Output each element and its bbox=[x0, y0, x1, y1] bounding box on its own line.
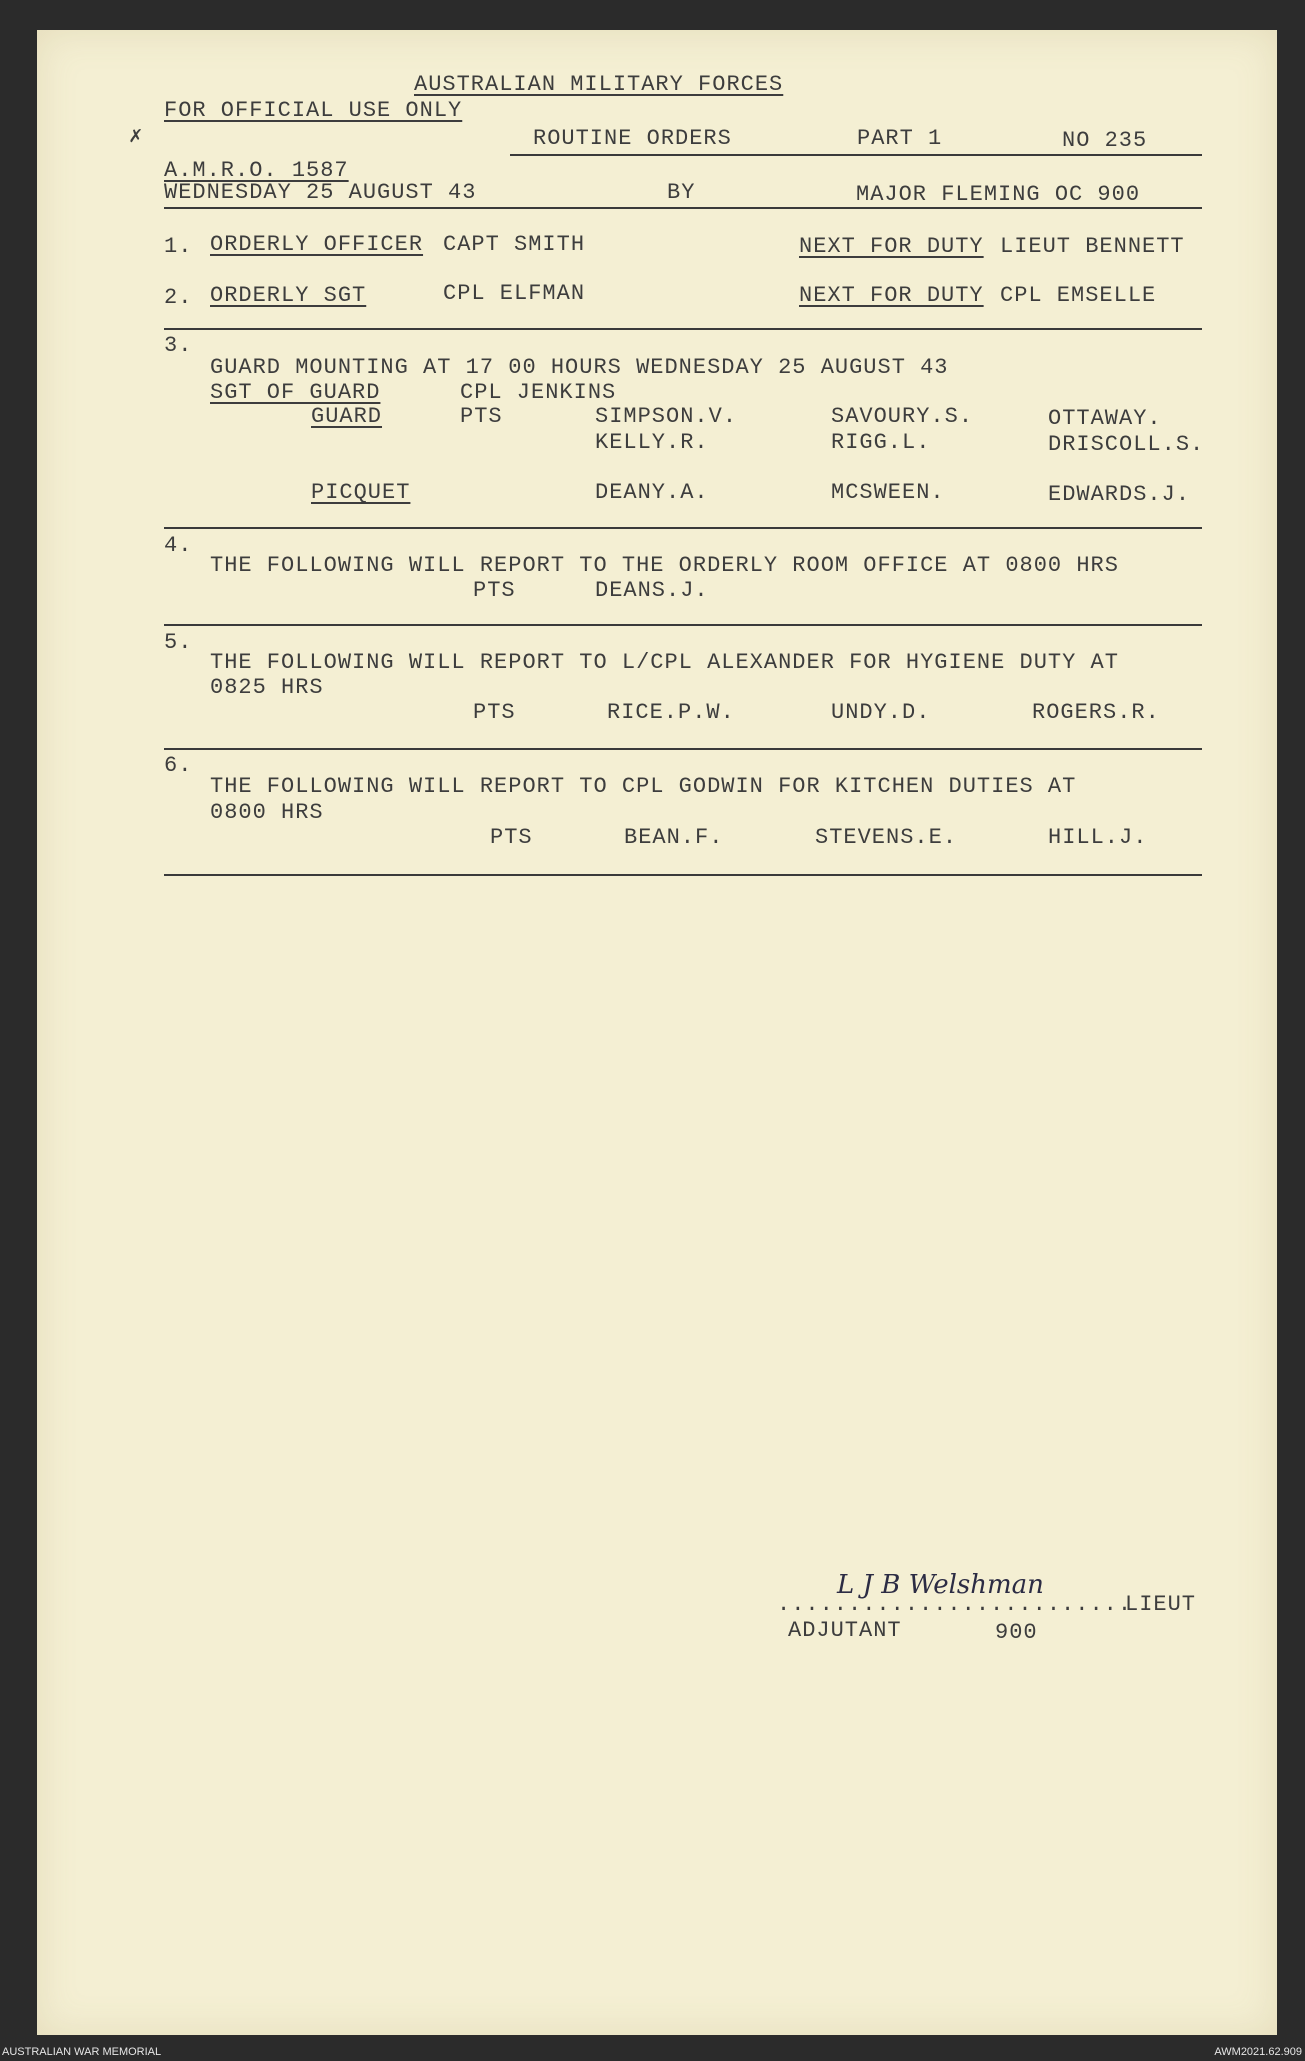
signature-dots: ......................... bbox=[777, 1592, 1133, 1617]
item-2-name: CPL ELFMAN bbox=[443, 281, 586, 306]
forces-title: AUSTRALIAN MILITARY FORCES bbox=[414, 72, 784, 97]
guard-name: DRISCOLL.S. bbox=[1048, 432, 1205, 457]
official-use-label: FOR OFFICIAL USE ONLY bbox=[164, 98, 463, 123]
rule-after-item-6 bbox=[164, 874, 1202, 876]
guard-label: GUARD bbox=[311, 404, 383, 429]
item-4-number: 4. bbox=[164, 533, 193, 558]
header-rule-1 bbox=[510, 154, 1202, 156]
item-6-text: THE FOLLOWING WILL REPORT TO CPL GODWIN FOR KITCHEN DUTIES AT bbox=[210, 774, 1077, 799]
item-5-number: 5. bbox=[164, 630, 193, 655]
guard-name: SAVOURY.S. bbox=[831, 404, 974, 429]
item-3-number: 3. bbox=[164, 333, 193, 358]
amro-number: A.M.R.O. 1587 bbox=[164, 158, 349, 183]
item-6-name: BEAN.F. bbox=[624, 825, 724, 850]
routine-orders-label: ROUTINE ORDERS bbox=[533, 126, 732, 151]
item-1-next-name: LIEUT BENNETT bbox=[1000, 234, 1185, 259]
item-5-name: RICE.P.W. bbox=[607, 700, 735, 725]
sgt-of-guard-name: CPL JENKINS bbox=[460, 380, 617, 405]
item-2-role: ORDERLY SGT bbox=[210, 283, 367, 308]
header-rule-2 bbox=[164, 207, 1202, 209]
item-5-pts-label: PTS bbox=[473, 700, 516, 725]
item-2-next-label: NEXT FOR DUTY bbox=[799, 283, 984, 308]
item-4-text: THE FOLLOWING WILL REPORT TO THE ORDERLY ROOM OFFICE AT 0800 HRS bbox=[210, 553, 1119, 578]
item-5-name: UNDY.D. bbox=[831, 700, 931, 725]
signature-rank: LIEUT bbox=[1125, 1592, 1197, 1617]
picquet-name: EDWARDS.J. bbox=[1048, 482, 1191, 507]
guard-name: OTTAWAY. bbox=[1048, 406, 1162, 431]
picquet-label: PICQUET bbox=[311, 480, 411, 505]
guard-pts-label: PTS bbox=[460, 404, 503, 429]
item-1-number: 1. bbox=[164, 234, 193, 259]
item-2-next-name: CPL EMSELLE bbox=[1000, 283, 1157, 308]
part-label: PART 1 bbox=[857, 126, 943, 151]
guard-name: SIMPSON.V. bbox=[595, 404, 738, 429]
guard-name: KELLY.R. bbox=[595, 430, 709, 455]
item-6-time: 0800 HRS bbox=[210, 800, 324, 825]
item-1-next-label: NEXT FOR DUTY bbox=[799, 234, 984, 259]
rule-after-item-2 bbox=[164, 328, 1202, 330]
item-4-pts-label: PTS bbox=[473, 578, 516, 603]
adjutant-label: ADJUTANT bbox=[788, 1618, 902, 1643]
item-5-name: ROGERS.R. bbox=[1032, 700, 1160, 725]
footer-accession-number: AWM2021.62.909 bbox=[1214, 2046, 1302, 2058]
handwritten-signature: L J B Welshman bbox=[837, 1570, 1044, 1600]
order-number: NO 235 bbox=[1062, 128, 1148, 153]
item-6-name: HILL.J. bbox=[1048, 825, 1148, 850]
tick-mark: ✗ bbox=[129, 124, 144, 149]
item-6-pts-label: PTS bbox=[490, 825, 533, 850]
item-5-time: 0825 HRS bbox=[210, 675, 324, 700]
rule-after-item-5 bbox=[164, 748, 1202, 750]
item-1-name: CAPT SMITH bbox=[443, 232, 586, 257]
picquet-name: DEANY.A. bbox=[595, 480, 709, 505]
item-5-text: THE FOLLOWING WILL REPORT TO L/CPL ALEXANDER FOR HYGIENE DUTY AT bbox=[210, 650, 1119, 675]
order-date: WEDNESDAY 25 AUGUST 43 bbox=[164, 180, 477, 205]
picquet-name: MCSWEEN. bbox=[831, 480, 945, 505]
sgt-of-guard-label: SGT OF GUARD bbox=[210, 380, 381, 405]
document-page bbox=[37, 30, 1277, 2035]
item-6-number: 6. bbox=[164, 753, 193, 778]
item-4-name: DEANS.J. bbox=[595, 578, 709, 603]
item-6-name: STEVENS.E. bbox=[815, 825, 958, 850]
item-2-number: 2. bbox=[164, 285, 193, 310]
item-3-heading: GUARD MOUNTING AT 17 00 HOURS WEDNESDAY 25 AUGUST 43 bbox=[210, 355, 949, 380]
rule-after-item-4 bbox=[164, 624, 1202, 626]
by-label: BY bbox=[667, 180, 696, 205]
rule-after-item-3 bbox=[164, 527, 1202, 529]
guard-name: RIGG.L. bbox=[831, 430, 931, 455]
adjutant-unit: 900 bbox=[995, 1620, 1038, 1645]
item-1-role: ORDERLY OFFICER bbox=[210, 232, 424, 257]
footer-source: AUSTRALIAN WAR MEMORIAL bbox=[2, 2046, 162, 2058]
issuer: MAJOR FLEMING OC 900 bbox=[856, 182, 1141, 207]
